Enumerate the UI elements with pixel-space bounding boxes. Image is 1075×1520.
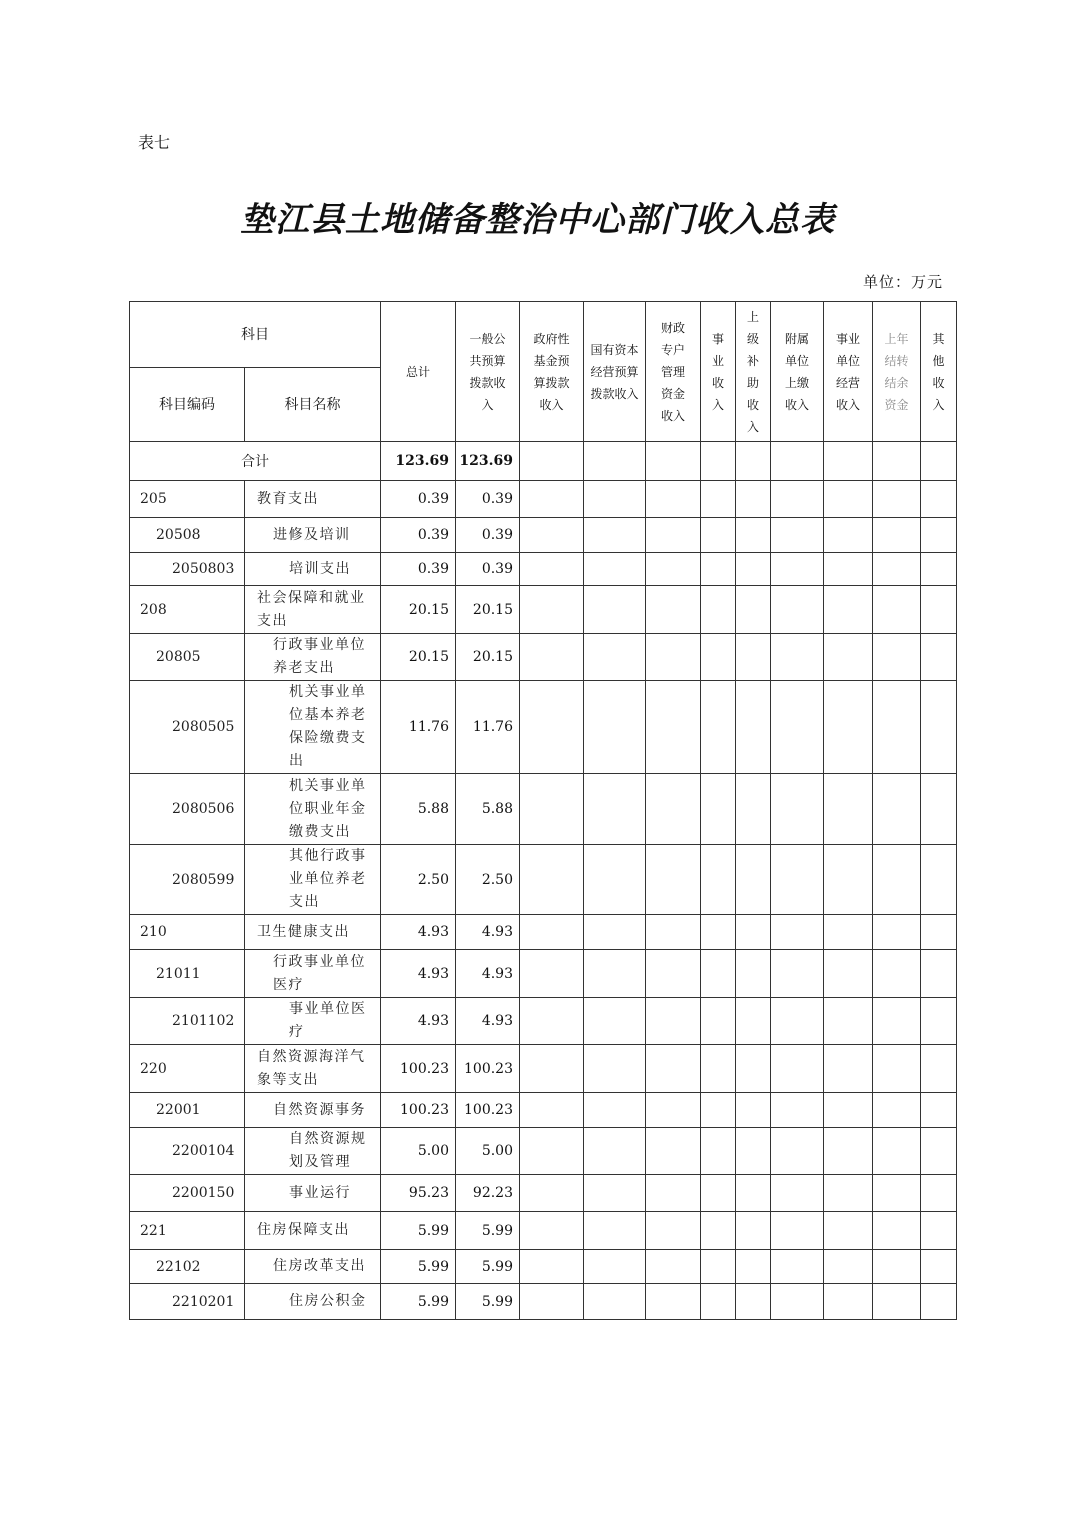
row-code: 2210201 (130, 1284, 245, 1320)
empty-cell (824, 915, 873, 950)
empty-cell (701, 518, 736, 553)
empty-cell (824, 774, 873, 845)
empty-cell (701, 1250, 736, 1284)
empty-cell (701, 1045, 736, 1093)
empty-cell (824, 681, 873, 774)
row-code: 20508 (130, 518, 245, 553)
empty-cell (736, 1175, 771, 1212)
empty-cell (701, 915, 736, 950)
row-name: 社会保障和就业支出 (245, 586, 381, 634)
table-row (130, 1284, 957, 1320)
empty-cell (701, 634, 736, 681)
empty-cell (584, 1093, 646, 1128)
empty-cell (584, 518, 646, 553)
row-code: 2200104 (130, 1128, 245, 1175)
header-special-account: 财政专户管理资金收入 (646, 302, 701, 442)
empty-cell (584, 481, 646, 518)
row-general: 5.99 (456, 1250, 520, 1284)
empty-cell (736, 1093, 771, 1128)
empty-cell (520, 845, 584, 915)
empty-cell (873, 915, 921, 950)
empty-cell (584, 586, 646, 634)
row-code: 2080599 (130, 845, 245, 915)
row-total: 5.99 (381, 1250, 456, 1284)
empty-cell (824, 1175, 873, 1212)
empty-cell (873, 481, 921, 518)
empty-cell (873, 586, 921, 634)
header-state-capital: 国有资本经营预算拨款收入 (584, 302, 646, 442)
row-total: 5.00 (381, 1128, 456, 1175)
row-name: 教育支出 (245, 481, 381, 518)
empty-cell (771, 586, 824, 634)
table-row (130, 1250, 957, 1284)
header-gov-fund: 政府性基金预算拨款收入 (520, 302, 584, 442)
empty-cell (520, 1250, 584, 1284)
empty-cell (771, 915, 824, 950)
row-code: 2200150 (130, 1175, 245, 1212)
summary-general: 123.69 (456, 442, 520, 481)
row-name: 机关事业单位基本养老保险缴费支出 (245, 681, 381, 774)
empty-cell (736, 774, 771, 845)
empty-cell (921, 634, 957, 681)
empty-cell (736, 586, 771, 634)
table-row (130, 1175, 957, 1212)
empty-cell (736, 681, 771, 774)
empty-cell (646, 1128, 701, 1175)
empty-cell (520, 998, 584, 1045)
row-general: 5.99 (456, 1212, 520, 1250)
empty-cell (771, 1175, 824, 1212)
row-general: 4.93 (456, 915, 520, 950)
empty-cell (921, 1250, 957, 1284)
row-code: 208 (130, 586, 245, 634)
empty-cell (771, 481, 824, 518)
row-general: 0.39 (456, 518, 520, 553)
empty-cell (646, 950, 701, 998)
empty-cell (824, 553, 873, 586)
empty-cell (873, 518, 921, 553)
row-general: 5.00 (456, 1128, 520, 1175)
empty-cell (584, 1212, 646, 1250)
empty-cell (584, 553, 646, 586)
empty-cell (584, 845, 646, 915)
header-business-income: 事业收入 (701, 302, 736, 442)
empty-cell (701, 950, 736, 998)
empty-cell (584, 1250, 646, 1284)
header-general-budget: 一般公共预算拨款收入 (456, 302, 520, 442)
empty-cell (520, 586, 584, 634)
row-total: 95.23 (381, 1175, 456, 1212)
empty-cell (736, 915, 771, 950)
row-name: 自然资源规划及管理 (245, 1128, 381, 1175)
summary-total: 123.69 (381, 442, 456, 481)
empty-cell (520, 915, 584, 950)
header-other-income: 其他收入 (921, 302, 957, 442)
empty-cell (520, 518, 584, 553)
table-row (130, 1045, 957, 1093)
row-total: 100.23 (381, 1045, 456, 1093)
empty-cell (736, 950, 771, 998)
header-total: 总计 (381, 302, 456, 442)
empty-cell (701, 1284, 736, 1320)
table-row (130, 774, 957, 845)
row-total: 11.76 (381, 681, 456, 774)
table-row (130, 681, 957, 774)
empty-cell (873, 774, 921, 845)
empty-cell (771, 1128, 824, 1175)
row-name: 卫生健康支出 (245, 915, 381, 950)
empty-cell (646, 845, 701, 915)
empty-cell (646, 1250, 701, 1284)
header-affiliated-unit: 附属单位上缴收入 (771, 302, 824, 442)
empty-cell (771, 774, 824, 845)
empty-cell (520, 950, 584, 998)
empty-cell (824, 1045, 873, 1093)
row-code: 2080505 (130, 681, 245, 774)
row-name: 培训支出 (245, 553, 381, 586)
empty-cell (873, 681, 921, 774)
row-total: 4.93 (381, 915, 456, 950)
empty-cell (921, 681, 957, 774)
empty-cell (646, 1175, 701, 1212)
row-name: 其他行政事业单位养老支出 (245, 845, 381, 915)
empty-cell (873, 1045, 921, 1093)
row-total: 4.93 (381, 998, 456, 1045)
row-general: 4.93 (456, 950, 520, 998)
empty-cell (701, 481, 736, 518)
empty-cell (701, 553, 736, 586)
empty-cell (520, 1175, 584, 1212)
row-total: 100.23 (381, 1093, 456, 1128)
empty-cell (584, 950, 646, 998)
table-row (130, 634, 957, 681)
empty-cell (873, 845, 921, 915)
table-row (130, 1128, 957, 1175)
income-table (129, 301, 957, 1320)
empty-cell (584, 774, 646, 845)
empty-cell (646, 1045, 701, 1093)
empty-cell (921, 915, 957, 950)
empty-cell (873, 1093, 921, 1128)
row-general: 0.39 (456, 481, 520, 518)
empty-cell (520, 1284, 584, 1320)
empty-cell (701, 1093, 736, 1128)
row-general: 11.76 (456, 681, 520, 774)
empty-cell (771, 518, 824, 553)
row-code: 220 (130, 1045, 245, 1093)
empty-cell (701, 1212, 736, 1250)
row-total: 0.39 (381, 481, 456, 518)
empty-cell (736, 845, 771, 915)
empty-cell (701, 1128, 736, 1175)
row-total: 20.15 (381, 586, 456, 634)
row-general: 2.50 (456, 845, 520, 915)
empty-cell (824, 586, 873, 634)
empty-cell (736, 481, 771, 518)
empty-cell (584, 1284, 646, 1320)
row-code: 2101102 (130, 998, 245, 1045)
empty-cell (921, 586, 957, 634)
header-name: 科目名称 (245, 368, 381, 442)
row-total: 5.88 (381, 774, 456, 845)
empty-cell (771, 681, 824, 774)
empty-cell (646, 481, 701, 518)
empty-cell (584, 1045, 646, 1093)
summary-row (130, 442, 957, 481)
empty-cell (736, 1128, 771, 1175)
table-row (130, 915, 957, 950)
empty-cell (584, 1175, 646, 1212)
table-row (130, 1093, 957, 1128)
empty-cell (646, 634, 701, 681)
empty-cell (771, 998, 824, 1045)
empty-cell (873, 1250, 921, 1284)
empty-cell (771, 1212, 824, 1250)
empty-cell (873, 998, 921, 1045)
row-code: 21011 (130, 950, 245, 998)
empty-cell (921, 1128, 957, 1175)
empty-cell (584, 915, 646, 950)
empty-cell (520, 481, 584, 518)
empty-cell (824, 518, 873, 553)
empty-cell (921, 950, 957, 998)
empty-cell (824, 998, 873, 1045)
empty-cell (921, 481, 957, 518)
empty-cell (736, 998, 771, 1045)
empty-cell (701, 774, 736, 845)
row-name: 事业运行 (245, 1175, 381, 1212)
row-name: 进修及培训 (245, 518, 381, 553)
table-number-label: 表七 (138, 133, 171, 152)
row-name: 行政事业单位养老支出 (245, 634, 381, 681)
row-total: 5.99 (381, 1284, 456, 1320)
row-general: 100.23 (456, 1045, 520, 1093)
empty-cell (584, 634, 646, 681)
empty-cell (921, 1093, 957, 1128)
empty-cell (736, 1284, 771, 1320)
row-general: 0.39 (456, 553, 520, 586)
empty-cell (873, 1212, 921, 1250)
table-row (130, 1212, 957, 1250)
header-unit-operation: 事业单位经营收入 (824, 302, 873, 442)
empty-cell (824, 634, 873, 681)
row-name: 事业单位医疗 (245, 998, 381, 1045)
row-code: 20805 (130, 634, 245, 681)
row-name: 住房公积金 (245, 1284, 381, 1320)
row-name: 自然资源事务 (245, 1093, 381, 1128)
empty-cell (824, 1212, 873, 1250)
empty-cell (736, 1212, 771, 1250)
row-code: 221 (130, 1212, 245, 1250)
row-general: 5.99 (456, 1284, 520, 1320)
empty-cell (701, 681, 736, 774)
row-code: 22102 (130, 1250, 245, 1284)
table-row (130, 553, 957, 586)
empty-cell (646, 998, 701, 1045)
row-code: 210 (130, 915, 245, 950)
empty-cell (771, 1045, 824, 1093)
empty-cell (736, 518, 771, 553)
empty-cell (646, 774, 701, 845)
empty-cell (824, 950, 873, 998)
empty-cell (736, 1250, 771, 1284)
empty-cell (921, 774, 957, 845)
row-name: 自然资源海洋气象等支出 (245, 1045, 381, 1093)
row-total: 0.39 (381, 518, 456, 553)
row-total: 20.15 (381, 634, 456, 681)
row-code: 2050803 (130, 553, 245, 586)
empty-cell (701, 998, 736, 1045)
empty-cell (520, 774, 584, 845)
empty-cell (771, 553, 824, 586)
empty-cell (824, 1250, 873, 1284)
empty-cell (824, 481, 873, 518)
empty-cell (646, 915, 701, 950)
row-name: 机关事业单位职业年金缴费支出 (245, 774, 381, 845)
empty-cell (584, 681, 646, 774)
empty-cell (873, 1284, 921, 1320)
empty-cell (646, 553, 701, 586)
empty-cell (873, 634, 921, 681)
empty-cell (873, 1175, 921, 1212)
row-total: 2.50 (381, 845, 456, 915)
empty-cell (921, 553, 957, 586)
unit-label: 单位：万元 (862, 273, 943, 291)
empty-cell (873, 1128, 921, 1175)
empty-cell (646, 586, 701, 634)
table-row (130, 518, 957, 553)
table-row (130, 586, 957, 634)
empty-cell (646, 1093, 701, 1128)
row-code: 2080506 (130, 774, 245, 845)
empty-cell (873, 950, 921, 998)
document-title: 垫江县土地储备整治中心部门收入总表 (240, 200, 835, 240)
table-row (130, 998, 957, 1045)
empty-cell (771, 950, 824, 998)
empty-cell (646, 1284, 701, 1320)
empty-cell (520, 1128, 584, 1175)
empty-cell (824, 1128, 873, 1175)
row-general: 100.23 (456, 1093, 520, 1128)
row-general: 4.93 (456, 998, 520, 1045)
header-carryover: 上年结转结余资金 (873, 302, 921, 442)
empty-cell (921, 998, 957, 1045)
row-general: 5.88 (456, 774, 520, 845)
empty-cell (520, 553, 584, 586)
header-subject: 科目 (130, 302, 381, 368)
empty-cell (921, 845, 957, 915)
header-superior-subsidy: 上级补助收入 (736, 302, 771, 442)
header-code: 科目编码 (130, 368, 245, 442)
empty-cell (873, 553, 921, 586)
empty-cell (921, 1175, 957, 1212)
table-row (130, 845, 957, 915)
empty-cell (520, 1093, 584, 1128)
empty-cell (736, 1045, 771, 1093)
empty-cell (646, 681, 701, 774)
empty-cell (771, 845, 824, 915)
empty-cell (646, 518, 701, 553)
empty-cell (771, 1250, 824, 1284)
empty-cell (520, 1212, 584, 1250)
row-total: 5.99 (381, 1212, 456, 1250)
empty-cell (921, 1284, 957, 1320)
summary-label: 合计 (130, 442, 381, 481)
row-code: 22001 (130, 1093, 245, 1128)
row-code: 205 (130, 481, 245, 518)
empty-cell (584, 1128, 646, 1175)
table-row (130, 950, 957, 998)
empty-cell (771, 634, 824, 681)
row-general: 20.15 (456, 634, 520, 681)
empty-cell (736, 634, 771, 681)
empty-cell (824, 1284, 873, 1320)
empty-cell (921, 1212, 957, 1250)
row-total: 4.93 (381, 950, 456, 998)
empty-cell (701, 1175, 736, 1212)
row-total: 0.39 (381, 553, 456, 586)
empty-cell (646, 1212, 701, 1250)
row-name: 住房保障支出 (245, 1212, 381, 1250)
empty-cell (824, 1093, 873, 1128)
empty-cell (771, 1284, 824, 1320)
empty-cell (701, 586, 736, 634)
row-general: 92.23 (456, 1175, 520, 1212)
empty-cell (921, 518, 957, 553)
empty-cell (584, 998, 646, 1045)
row-name: 行政事业单位医疗 (245, 950, 381, 998)
empty-cell (701, 845, 736, 915)
empty-cell (824, 845, 873, 915)
empty-cell (736, 553, 771, 586)
empty-cell (520, 634, 584, 681)
row-name: 住房改革支出 (245, 1250, 381, 1284)
empty-cell (520, 681, 584, 774)
empty-cell (771, 1093, 824, 1128)
empty-cell (520, 1045, 584, 1093)
empty-cell (921, 1045, 957, 1093)
table-row (130, 481, 957, 518)
row-general: 20.15 (456, 586, 520, 634)
